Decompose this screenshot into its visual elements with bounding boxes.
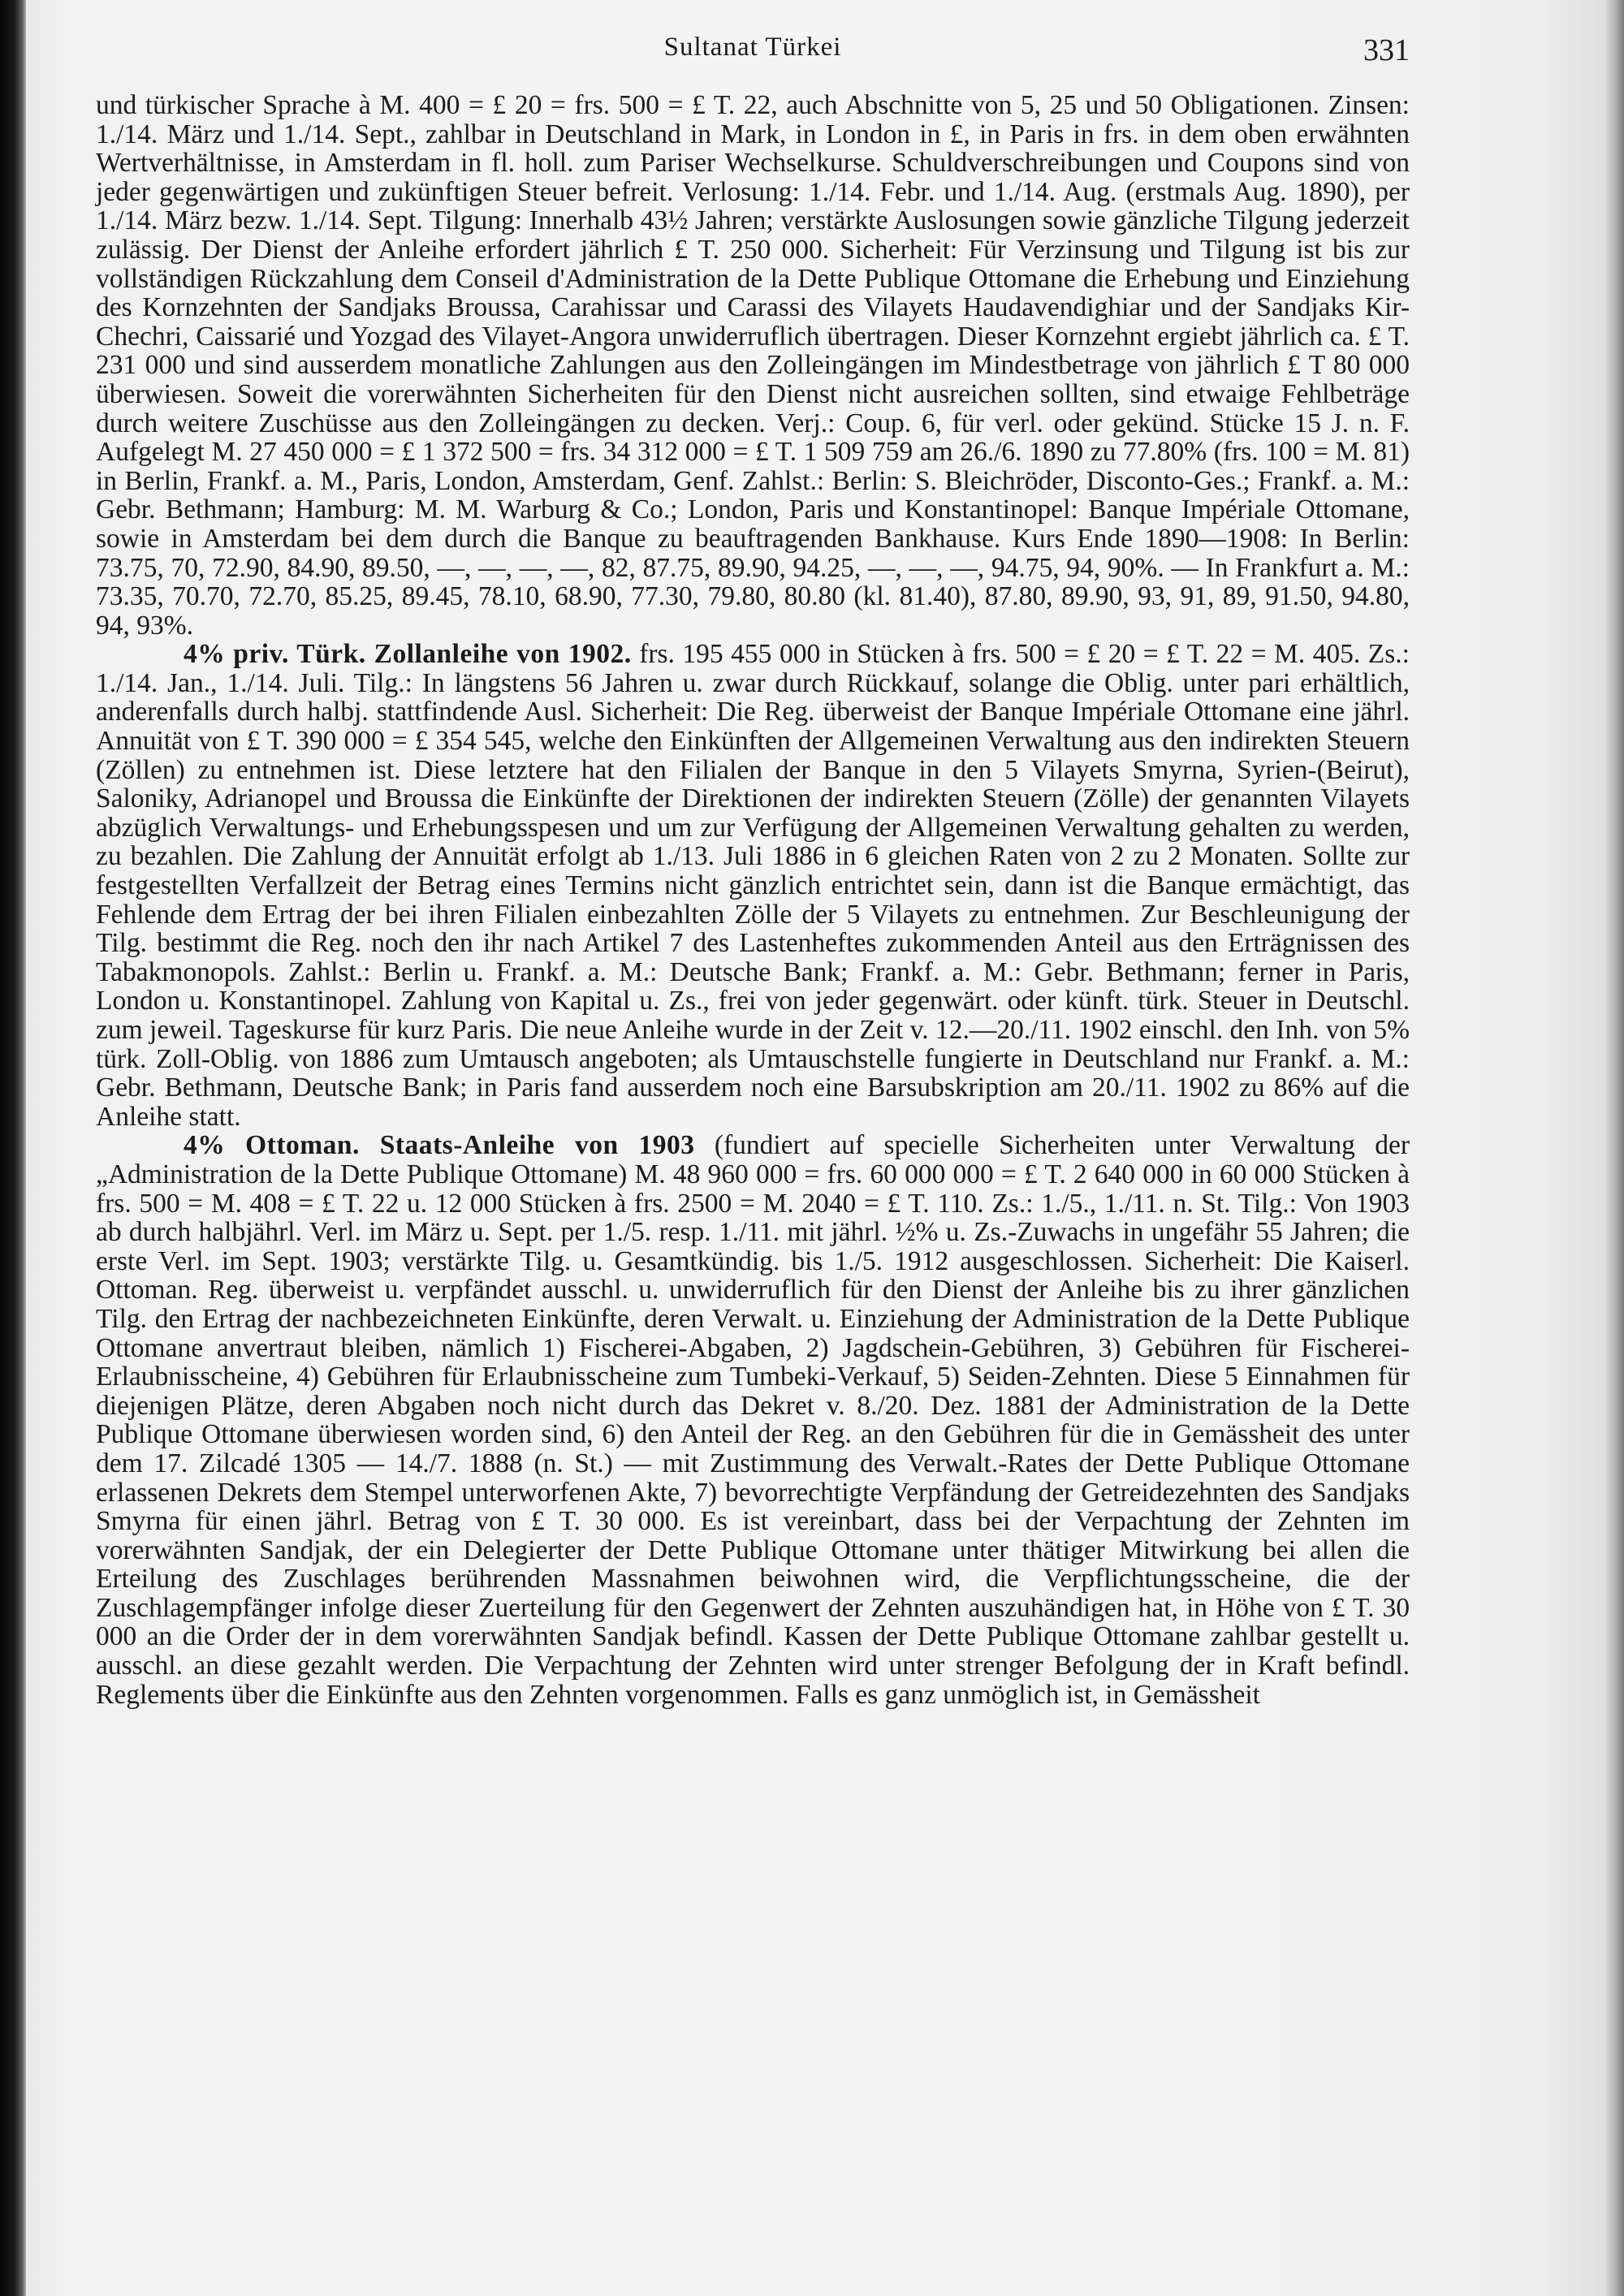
paragraph-text: und türkischer Sprache à M. 400 = £ 20 = frs. 500 = £ T. 22, auch Abschnitte von 5, 25 und 50 Obligationen. Zinsen: 1./14. März und 1./14. Sept., zahlbar in Deutschland in Mark, in London in £, in Paris in frs. in dem oben erwähnten Wertverhältnisse, in Amsterdam in fl. holl. zum Pariser Wechselkurse. Schuldverschreibungen und Coupons sind von jeder gegenwärtigen und zukünftigen Steuer befreit. Verlosung: 1./14. Febr. und 1./14. Aug. (erstmals Aug. 1890), per 1./14. März bezw. 1./14. Sept. Tilgung: Innerhalb 43½ Jahren; verstärkte Auslosungen sowie gänzliche Tilgung jederzeit zulässig. Der Dienst der Anleihe erfordert jährlich £ T. 250 000. Sicherheit: Für Verzinsung und Tilgung ist bis zur vollständigen Rückzahlung dem Conseil d'Administration de la Dette Publique Ottomane die Erhebung und Einziehung des Kornzehnten der Sandjaks Broussa, Carahissar und Carassi des Vilayets Haudavendighiar und der Sandjaks Kir-Chechri, Caissarié und Yozgad des Vilayet-Angora unwiderruflich übertragen. Dieser Kornzehnt ergiebt jährlich ca. £ T. 231 000 und sind ausserdem monatliche Zahlungen aus den Zolleingängen im Mindestbetrage von jährlich £ T 80 000 überwiesen. Soweit die vorerwähnten Sicherheiten für den Dienst nicht ausreichen sollten, sind etwaige Fehlbeträge durch weitere Zuschüsse aus den Zolleingängen zu decken. Verj.: Coup. 6, für verl. oder gekünd. Stücke 15 J. n. F. Aufgelegt M. 27 450 000 = £ 1 372 500 = frs. 34 312 000 = £ T. 1 509 759 am 26./6. 1890 zu 77.80% (frs. 100 = M. 81) in Berlin, Frankf. a. M., Paris, London, Amsterdam, Genf. Zahlst.: Berlin: S. Bleichröder, Disconto-Ges.; Frankf. a. M.: Gebr. Bethmann; Hamburg: M. M. Warburg & Co.; London, Paris und Konstantinopel: Banque Impériale Ottomane, sowie in Amsterdam bei dem durch die Banque zu beauftragenden Bankhause. Kurs Ende 1890—1908: In Berlin: 73.75, 70, 72.90, 84.90, 89.50, —, —, —, —, 82, 87.75, 89.90, 94.25, —, —, —, 94.75, 94, 90%. — In Frankfurt a. M.: 73.35, 70.70, 72.70, 85.25, 89.45, 78.10, 68.90, 77.30, 79.80, 80.80 (kl. 81.40), 87.80, 89.90, 93, 91, 89, 91.50, 94.80, 94, 93%. <box>96 90 1410 641</box>
paragraph-staatsanleihe-1903 <box>96 1131 1410 1709</box>
paragraph-continuation <box>96 91 1410 640</box>
page-content <box>96 24 1410 1709</box>
running-title: Sultanat Türkei <box>663 32 842 62</box>
paragraph-text: frs. 195 455 000 in Stücken à frs. 500 = £ 20 = £ T. 22 = M. 405. Zs.: 1./14. Jan., 1./14. Juli. Tilg.: In längstens 56 Jahren u. zwar durch Rückkauf, solange die Oblig. unter pari erhältlich, anderenfalls durch halbj. stattfindende Ausl. Sicherheit: Die Reg. überweist der Banque Impériale Ottomane eine jährl. Annuität von £ T. 390 000 = £ 354 545, welche den Einkünften der Allgemeinen Verwaltung aus den indirekten Steuern (Zöllen) zu entnehmen ist. Diese letztere hat den Filialen der Banque in den 5 Vilayets Smyrna, Syrien-(Beirut), Saloniky, Adrianopel und Broussa die Einkünfte der Direktionen der indirekten Steuern (Zölle) der genannten Vilayets abzüglich Verwaltungs- und Erhebungsspesen und um zur Verfügung der Allgemeinen Verwaltung gehalten zu werden, zu bezahlen. Die Zahlung der Annuität erfolgt ab 1./13. Juli 1886 in 6 gleichen Raten von 2 zu 2 Monaten. Sollte zur festgestellten Verfallzeit der Betrag eines Termins nicht gänzlich entrichtet sein, dann ist die Banque ermächtigt, das Fehlende dem Ertrag der bei ihren Filialen einbezahlten Zölle der 5 Vilayets zu entnehmen. Zur Beschleunigung der Tilg. bestimmt die Reg. noch den ihr nach Artikel 7 des Lastenheftes zukommenden Anteil aus den Erträgnissen des Tabakmonopols. Zahlst.: Berlin u. Frankf. a. M.: Deutsche Bank; Frankf. a. M.: Gebr. Bethmann; ferner in Paris, London u. Konstantinopel. Zahlung von Kapital u. Zs., frei von jeder gegenwärt. oder künft. türk. Steuer in Deutschl. zum jeweil. Tageskurse für kurz Paris. Die neue Anleihe wurde in der Zeit v. 12.—20./11. 1902 einschl. den Inh. von 5% türk. Zoll-Oblig. von 1886 zum Umtausch angeboten; als Umtauschstelle fungierte in Deutschland nur Frankf. a. M.: Gebr. Bethmann, Deutsche Bank; in Paris fand ausserdem noch eine Barsubskription am 20./11. 1902 zu 86% auf die Anleihe statt. <box>96 639 1410 1132</box>
page-edge-shadow <box>1605 0 1624 2296</box>
body-text <box>96 91 1410 1709</box>
page-number: 331 <box>1363 33 1410 67</box>
paragraph-zollanleihe-1902 <box>96 640 1410 1131</box>
paragraph-heading: 4% priv. Türk. Zollanleihe von 1902. <box>184 639 632 670</box>
paragraph-text: (fundiert auf specielle Sicherheiten unter Verwaltung der „Administration de la Dette Publique Ottomane) M. 48 960 000 = frs. 60 000 000 = £ T. 2 640 000 in 60 000 Stücken à frs. 500 = M. 408 = £ T. 22 u. 12 000 Stücken à frs. 2500 = M. 2040 = £ T. 110. Zs.: 1./5., 1./11. n. St. Tilg.: Von 1903 ab durch halbjährl. Verl. im März u. Sept. per 1./5. resp. 1./11. mit jährl. ½% u. Zs.-Zuwachs in ungefähr 55 Jahren; die erste Verl. im Sept. 1903; verstärkte Tilg. u. Gesamtkündig. bis 1./5. 1912 ausgeschlossen. Sicherheit: Die Kaiserl. Ottoman. Reg. überweist u. verpfändet ausschl. u. unwiderruflich für den Dienst der Anleihe bis zu ihrer gänzlichen Tilg. den Ertrag der nachbezeichneten Einkünfte, deren Verwalt. u. Einziehung der Administration de la Dette Publique Ottomane anvertraut bleiben, nämlich 1) Fischerei-Abgaben, 2) Jagdschein-Gebühren, 3) Gebühren für Fischerei-Erlaubnisscheine, 4) Gebühren für Erlaubnisscheine zum Tumbeki-Verkauf, 5) Seiden-Zehnten. Diese 5 Einnahmen für diejenigen Plätze, deren Abgaben noch nicht durch das Dekret v. 8./20. Dez. 1881 der Administration de la Dette Publique Ottomane überwiesen worden sind, 6) den Anteil der Reg. an den Gebühren für die in Gemässheit des unter dem 17. Zilcadé 1305 — 14./7. 1888 (n. St.) — mit Zustimmung des Verwalt.-Rates der Dette Publique Ottomane erlassenen Dekrets dem Stempel unterworfenen Akte, 7) bevorrechtigte Verpfändung der Getreidezehnten des Sandjaks Smyrna für einen jährl. Betrag von £ T. 30 000. Es ist vereinbart, dass bei der Verpachtung der Zehnten im vorerwähnten Sandjak, der ein Delegierter der Dette Publique Ottomane unter thätiger Mitwirkung bei allen die Erteilung des Zuschlages berührenden Massnahmen beiwohnen wird, die Verpflichtungsscheine, die der Zuschlagempfänger infolge dieser Zuerteilung für den Gegenwert der Zehnten auszuhändigen hat, in Höhe von £ T. 30 000 an die Order der in dem vorerwähnten Sandjak befindl. Kassen der Dette Publique Ottomane zahlbar gestellt u. ausschl. an diese gezahlt werden. Die Verpachtung der Zehnten wird unter strenger Befolgung der in Kraft befindl. Reglements über die Einkünfte aus den Zehnten vorgenommen. Falls es ganz unmöglich ist, in Gemässheit <box>96 1130 1410 1710</box>
running-header <box>96 24 1410 73</box>
book-spine-shadow <box>0 0 26 2296</box>
paragraph-heading: 4% Ottoman. Staats-Anleihe von 1903 <box>184 1130 695 1161</box>
